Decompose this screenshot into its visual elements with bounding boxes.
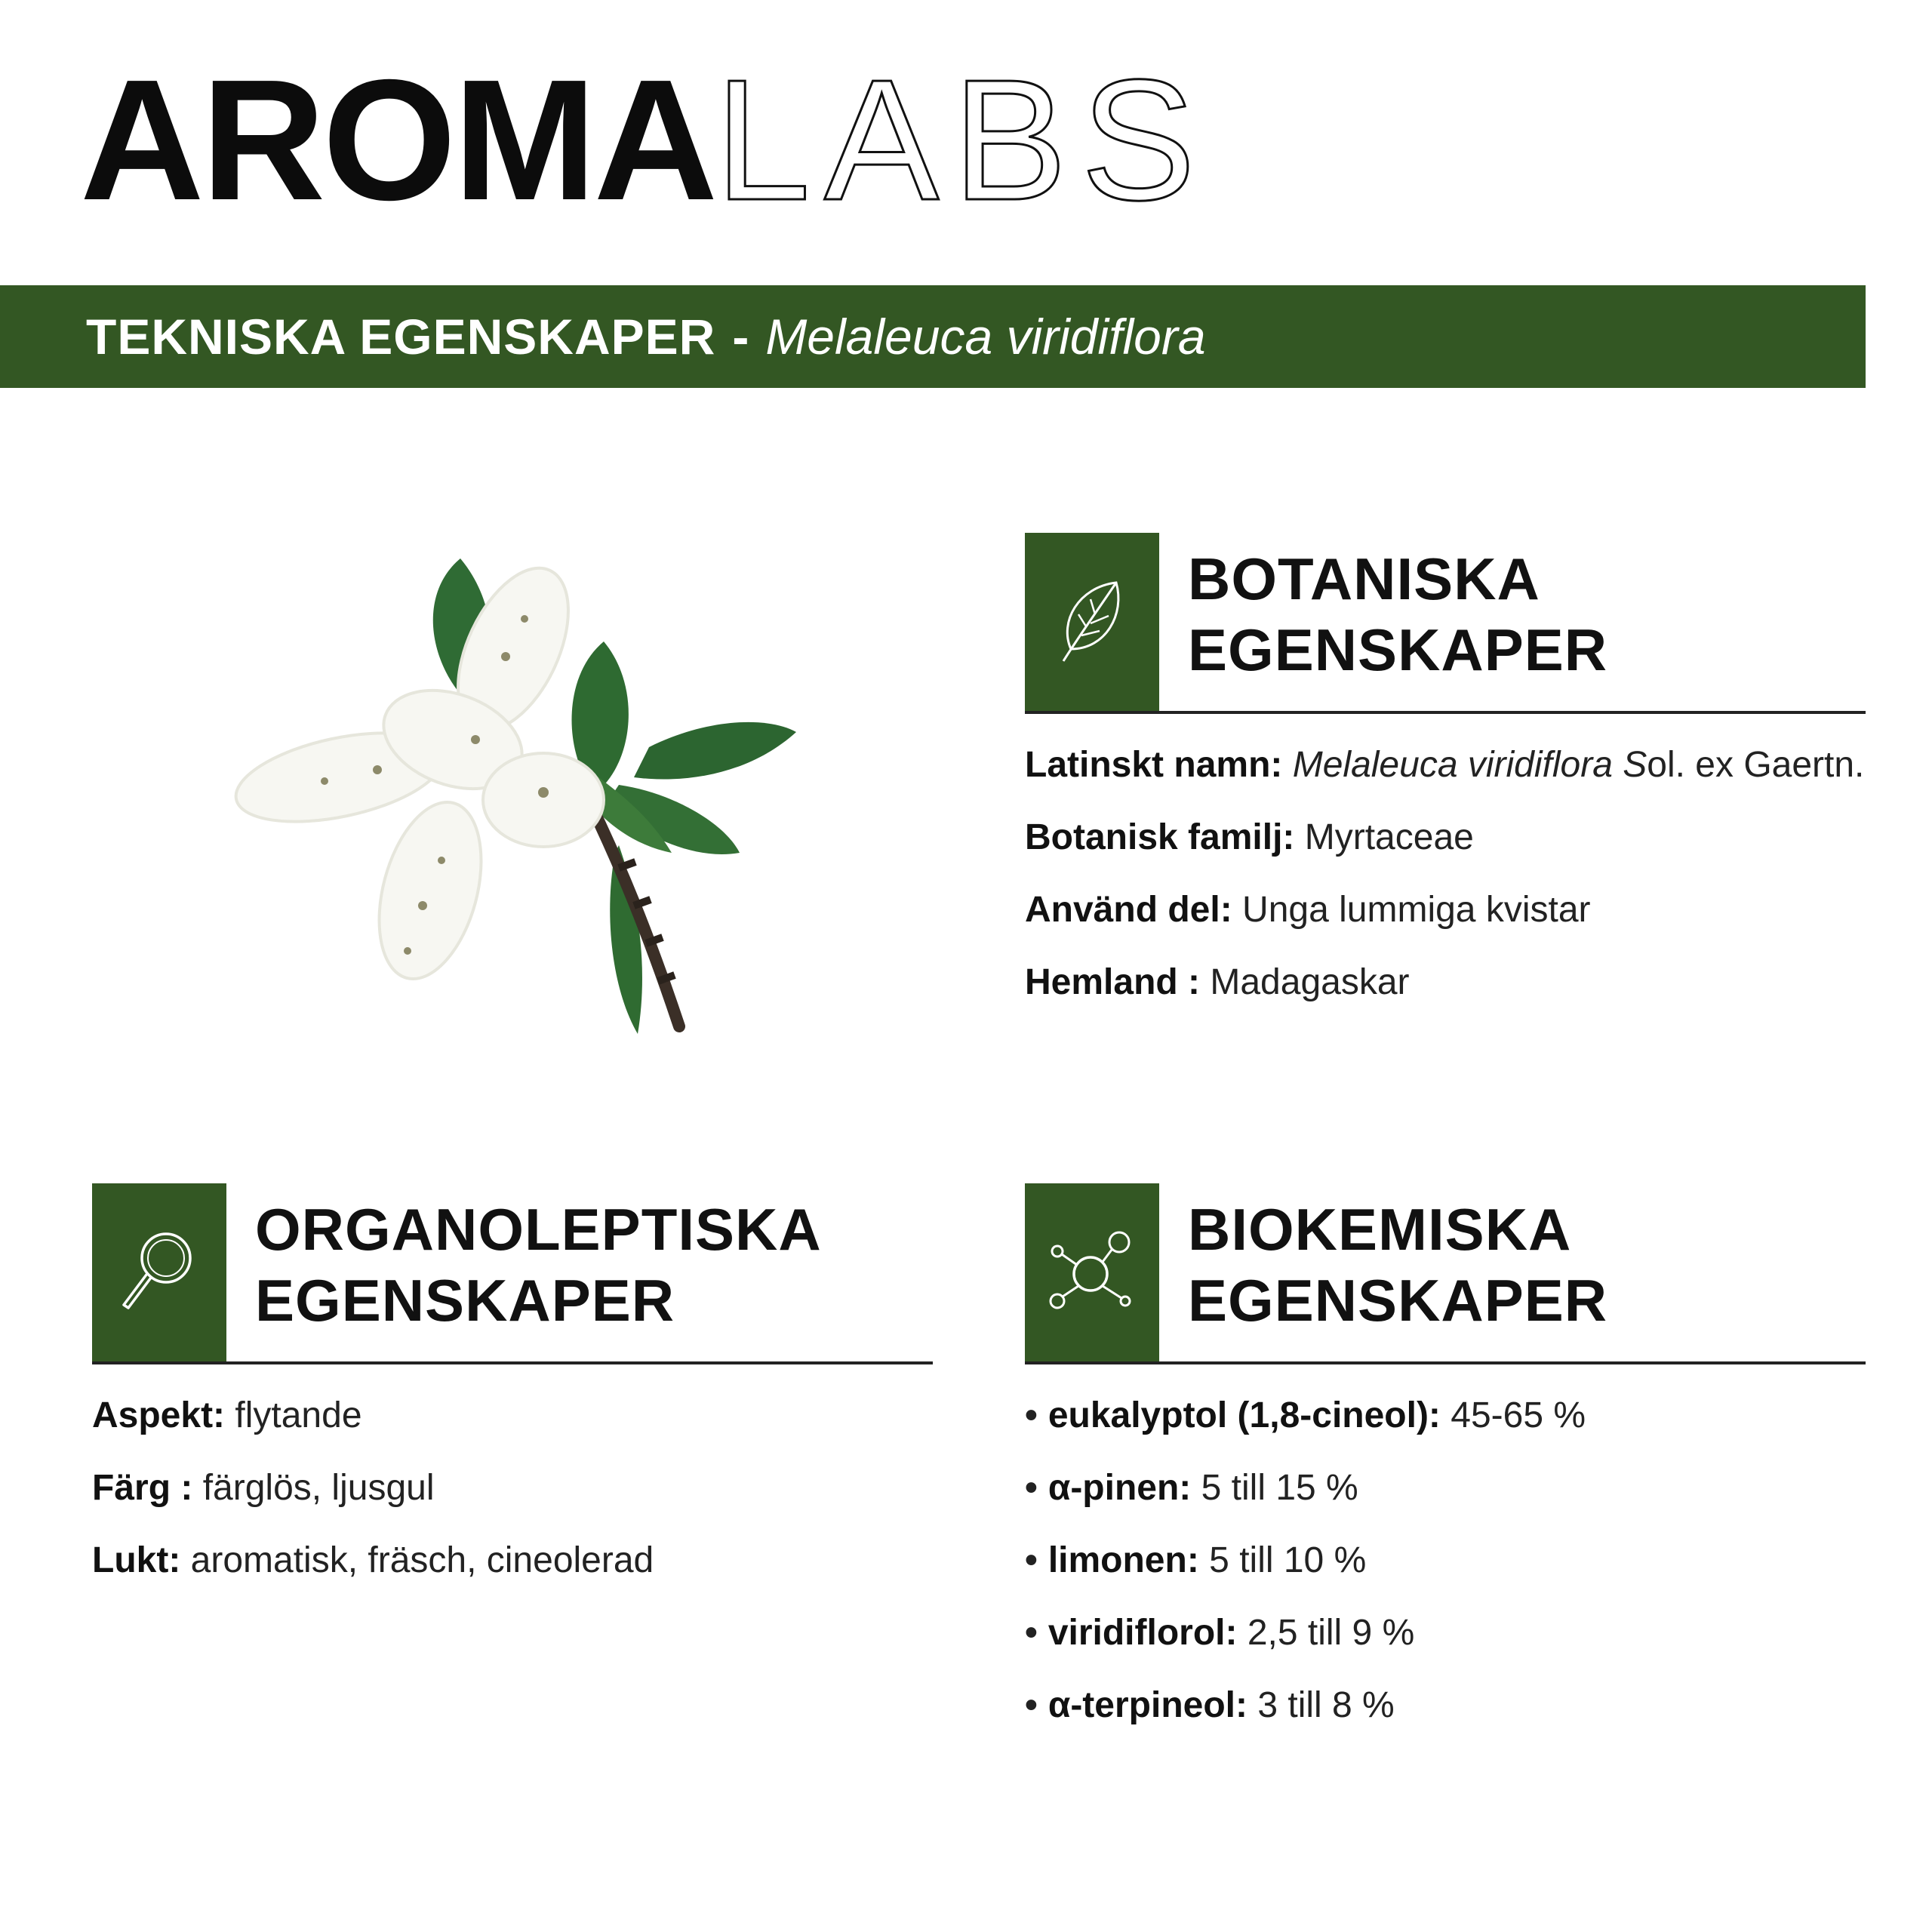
latin-name-italic: Melaleuca viridiflora S [1292,745,1647,785]
leaf-icon [1025,533,1159,711]
biochemical-title-line1: BIOKEMISKA [1188,1196,1572,1263]
botanical-title-line1: BOTANISKA [1188,546,1540,612]
organoleptic-title-line2: EGENSKAPER [255,1267,675,1334]
compound-value: 5 till 15 % [1201,1468,1358,1508]
banner-title: TEKNISKA EGENSKAPER [86,309,716,365]
compound-value: 45-65 % [1451,1395,1586,1435]
compound-value: 5 till 10 % [1209,1540,1367,1580]
botanical-header [1025,533,1866,714]
compound-row [1025,1609,1866,1657]
smell-label: Lukt: [92,1540,181,1580]
biochemical-title [1188,1194,1607,1336]
biochemical-title-line2: EGENSKAPER [1188,1267,1608,1334]
compound-value: 2,5 till 9 % [1247,1613,1415,1653]
organoleptic-section [92,1183,933,1609]
origin-row [1025,958,1866,1007]
biochemical-section [1025,1183,1866,1754]
family-value: Myrtaceae [1304,817,1474,857]
compound-label: α-pinen: [1048,1468,1192,1508]
compound-label: viridiflorol: [1048,1613,1238,1653]
latin-name-rest: ol. ex Gaertn. [1647,745,1865,785]
bullet: • [1025,1613,1038,1653]
compound-label: limonen: [1048,1540,1199,1580]
banner-separator: - [732,309,749,365]
color-value: färglös, ljusgul [202,1468,435,1508]
organoleptic-header [92,1183,933,1364]
color-row [92,1464,933,1512]
aspect-row [92,1392,933,1440]
compound-row [1025,1464,1866,1512]
family-label: Botanisk familj: [1025,817,1295,857]
molecule-icon [1025,1183,1159,1361]
part-row [1025,886,1866,934]
aspect-value: flytande [235,1395,362,1435]
latin-name-row [1025,741,1866,789]
brand-logo-thin: LABS [715,45,1210,236]
compound-label: α-terpineol: [1048,1685,1247,1725]
title-banner [0,285,1866,388]
smell-row [92,1537,933,1585]
origin-label: Hemland : [1025,962,1201,1002]
compound-row [1025,1537,1866,1585]
organoleptic-title [255,1194,822,1336]
magnifier-icon [92,1183,226,1361]
biochemical-header [1025,1183,1866,1364]
compound-row [1025,1392,1866,1440]
compound-value: 3 till 8 % [1257,1685,1395,1725]
botanical-section [1025,533,1866,1031]
brand-logo [80,45,1210,236]
banner-species: Melaleuca viridiflora [765,309,1206,365]
bullet: • [1025,1685,1038,1725]
aspect-label: Aspekt: [92,1395,226,1435]
bullet: • [1025,1468,1038,1508]
smell-value: aromatisk, fräsch, cineolerad [190,1540,654,1580]
latin-name-label: Latinskt namn: [1025,745,1283,785]
bullet: • [1025,1540,1038,1580]
plant-image [226,543,815,1057]
bullet: • [1025,1395,1038,1435]
organoleptic-title-line1: ORGANOLEPTISKA [255,1196,822,1263]
botanical-title [1188,543,1607,685]
compound-row [1025,1681,1866,1730]
color-label: Färg : [92,1468,193,1508]
part-label: Använd del: [1025,890,1232,930]
botanical-title-line2: EGENSKAPER [1188,617,1608,683]
brand-logo-bold: AROMA [80,45,715,236]
origin-value: Madagaskar [1210,962,1410,1002]
family-row [1025,814,1866,862]
part-value: Unga lummiga kvistar [1242,890,1591,930]
compound-label: eukalyptol (1,8-cineol): [1048,1395,1441,1435]
